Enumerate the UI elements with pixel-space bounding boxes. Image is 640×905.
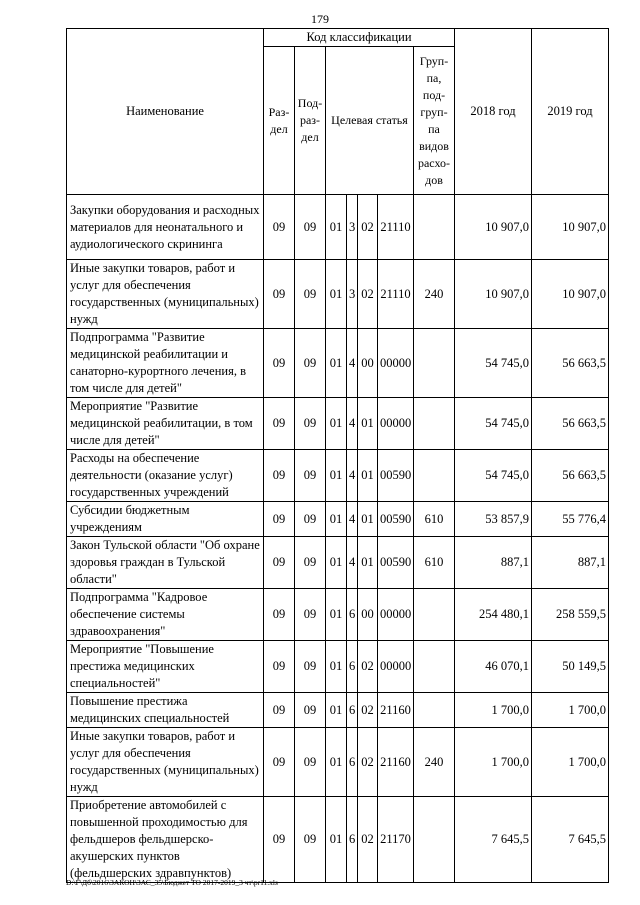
row-target-direction: 21160 [378, 693, 414, 728]
row-name: Субсидии бюджетным учреждениям [67, 502, 264, 537]
table-row [67, 260, 609, 329]
row-expense-type [414, 641, 455, 693]
table-row [67, 693, 609, 728]
row-target-program: 01 [326, 195, 347, 260]
header-subsection: Под-раз-дел [295, 47, 326, 195]
row-subsection: 09 [295, 537, 326, 589]
row-amount-2018: 1 700,0 [455, 728, 532, 797]
row-target-event: 01 [358, 398, 378, 450]
row-subsection: 09 [295, 797, 326, 883]
row-target-program: 01 [326, 641, 347, 693]
row-target-direction: 00590 [378, 502, 414, 537]
row-section: 09 [264, 195, 295, 260]
budget-table [66, 28, 609, 883]
row-target-program: 01 [326, 398, 347, 450]
row-target-event: 01 [358, 537, 378, 589]
row-name: Закупки оборудования и расходных материалов для неонатального и аудиологического скрининга [67, 195, 264, 260]
row-target-subprogram: 4 [347, 398, 358, 450]
row-target-direction: 00000 [378, 589, 414, 641]
row-amount-2019: 56 663,5 [532, 329, 609, 398]
header-year-2018: 2018 год [455, 29, 532, 195]
row-target-subprogram: 6 [347, 589, 358, 641]
table-row [67, 589, 609, 641]
row-expense-type [414, 450, 455, 502]
row-amount-2018: 254 480,1 [455, 589, 532, 641]
row-expense-type [414, 398, 455, 450]
row-amount-2019: 7 645,5 [532, 797, 609, 883]
row-amount-2019: 10 907,0 [532, 260, 609, 329]
row-target-subprogram: 4 [347, 329, 358, 398]
table-row [67, 450, 609, 502]
row-target-event: 02 [358, 195, 378, 260]
row-amount-2018: 53 857,9 [455, 502, 532, 537]
row-expense-type [414, 693, 455, 728]
row-expense-type: 610 [414, 502, 455, 537]
row-target-subprogram: 6 [347, 728, 358, 797]
row-target-event: 00 [358, 589, 378, 641]
row-target-subprogram: 3 [347, 260, 358, 329]
row-target-program: 01 [326, 797, 347, 883]
row-amount-2019: 258 559,5 [532, 589, 609, 641]
row-amount-2018: 54 745,0 [455, 398, 532, 450]
row-target-program: 01 [326, 537, 347, 589]
row-target-program: 01 [326, 329, 347, 398]
row-target-direction: 00000 [378, 329, 414, 398]
row-amount-2019: 10 907,0 [532, 195, 609, 260]
row-target-event: 02 [358, 693, 378, 728]
row-target-subprogram: 6 [347, 641, 358, 693]
row-target-event: 02 [358, 797, 378, 883]
row-subsection: 09 [295, 589, 326, 641]
row-section: 09 [264, 728, 295, 797]
row-name: Подпрограмма "Кадровое обеспечение системы здравоохранения" [67, 589, 264, 641]
row-name: Мероприятие "Повышение престижа медицинских специальностей" [67, 641, 264, 693]
row-subsection: 09 [295, 693, 326, 728]
table-row [67, 398, 609, 450]
table-row [67, 502, 609, 537]
row-section: 09 [264, 450, 295, 502]
row-amount-2019: 56 663,5 [532, 450, 609, 502]
row-target-event: 02 [358, 641, 378, 693]
row-section: 09 [264, 589, 295, 641]
row-amount-2019: 56 663,5 [532, 398, 609, 450]
row-subsection: 09 [295, 502, 326, 537]
row-name: Мероприятие "Развитие медицинской реабилитации, в том числе для детей" [67, 398, 264, 450]
row-section: 09 [264, 641, 295, 693]
row-amount-2019: 50 149,5 [532, 641, 609, 693]
table-row [67, 537, 609, 589]
row-target-subprogram: 4 [347, 450, 358, 502]
row-section: 09 [264, 693, 295, 728]
row-expense-type: 240 [414, 260, 455, 329]
table-row [67, 195, 609, 260]
row-name: Подпрограмма "Развитие медицинской реабилитации и санаторно-курортного лечения, в том числе для детей" [67, 329, 264, 398]
file-path-footer: D:\Г\Дб\2016\ЗАКОН\ЗАС_35\Бюджет ТО 2017-2019_3 чт\pr11.xls [66, 878, 278, 887]
row-target-subprogram: 4 [347, 502, 358, 537]
row-target-program: 01 [326, 693, 347, 728]
row-subsection: 09 [295, 641, 326, 693]
row-target-program: 01 [326, 589, 347, 641]
row-expense-type [414, 195, 455, 260]
row-amount-2019: 1 700,0 [532, 728, 609, 797]
row-amount-2018: 46 070,1 [455, 641, 532, 693]
row-target-event: 02 [358, 728, 378, 797]
row-section: 09 [264, 329, 295, 398]
row-amount-2018: 7 645,5 [455, 797, 532, 883]
row-target-event: 01 [358, 502, 378, 537]
row-target-event: 00 [358, 329, 378, 398]
row-target-direction: 21110 [378, 195, 414, 260]
row-target-direction: 00590 [378, 537, 414, 589]
row-amount-2018: 1 700,0 [455, 693, 532, 728]
row-amount-2018: 10 907,0 [455, 260, 532, 329]
row-amount-2018: 10 907,0 [455, 195, 532, 260]
row-expense-type [414, 329, 455, 398]
row-section: 09 [264, 260, 295, 329]
row-amount-2019: 887,1 [532, 537, 609, 589]
row-target-subprogram: 6 [347, 797, 358, 883]
row-target-direction: 00000 [378, 398, 414, 450]
row-amount-2018: 54 745,0 [455, 450, 532, 502]
row-amount-2019: 55 776,4 [532, 502, 609, 537]
table-row [67, 329, 609, 398]
row-name: Повышение престижа медицинских специальностей [67, 693, 264, 728]
row-amount-2019: 1 700,0 [532, 693, 609, 728]
row-target-direction: 21110 [378, 260, 414, 329]
row-target-program: 01 [326, 502, 347, 537]
row-target-program: 01 [326, 260, 347, 329]
row-subsection: 09 [295, 450, 326, 502]
row-target-event: 02 [358, 260, 378, 329]
row-expense-type [414, 797, 455, 883]
row-amount-2018: 54 745,0 [455, 329, 532, 398]
row-target-subprogram: 4 [347, 537, 358, 589]
header-year-2019: 2019 год [532, 29, 609, 195]
header-target: Целевая статья [326, 47, 414, 195]
row-target-program: 01 [326, 450, 347, 502]
row-target-event: 01 [358, 450, 378, 502]
header-name: Наименование [67, 29, 264, 195]
page-number: 179 [311, 12, 329, 26]
row-expense-type: 240 [414, 728, 455, 797]
row-subsection: 09 [295, 195, 326, 260]
row-name: Иные закупки товаров, работ и услуг для обеспечения государственных (муниципальных) нужд [67, 260, 264, 329]
row-name: Расходы на обеспечение деятельности (оказание услуг) государственных учреждений [67, 450, 264, 502]
row-subsection: 09 [295, 329, 326, 398]
row-section: 09 [264, 398, 295, 450]
header-code: Код классификации [264, 29, 455, 47]
table-row [67, 728, 609, 797]
row-target-subprogram: 6 [347, 693, 358, 728]
row-subsection: 09 [295, 728, 326, 797]
table-row [67, 641, 609, 693]
row-target-direction: 00000 [378, 641, 414, 693]
row-section: 09 [264, 502, 295, 537]
header-row [67, 29, 609, 47]
row-section: 09 [264, 797, 295, 883]
row-name: Приобретение автомобилей с повышенной проходимостью для фельдшеров фельдшерско-акушерских пунктов (фельдшерских здравпунктов) [67, 797, 264, 883]
header-section: Раз-дел [264, 47, 295, 195]
header-group: Груп-па, под-груп-па видов расхо-дов [414, 47, 455, 195]
row-expense-type [414, 589, 455, 641]
row-subsection: 09 [295, 398, 326, 450]
row-section: 09 [264, 537, 295, 589]
row-amount-2018: 887,1 [455, 537, 532, 589]
row-subsection: 09 [295, 260, 326, 329]
row-target-subprogram: 3 [347, 195, 358, 260]
row-expense-type: 610 [414, 537, 455, 589]
row-target-program: 01 [326, 728, 347, 797]
row-name: Иные закупки товаров, работ и услуг для обеспечения государственных (муниципальных) нужд [67, 728, 264, 797]
row-name: Закон Тульской области "Об охране здоровья граждан в Тульской области" [67, 537, 264, 589]
table-row [67, 797, 609, 883]
row-target-direction: 00590 [378, 450, 414, 502]
row-target-direction: 21170 [378, 797, 414, 883]
row-target-direction: 21160 [378, 728, 414, 797]
